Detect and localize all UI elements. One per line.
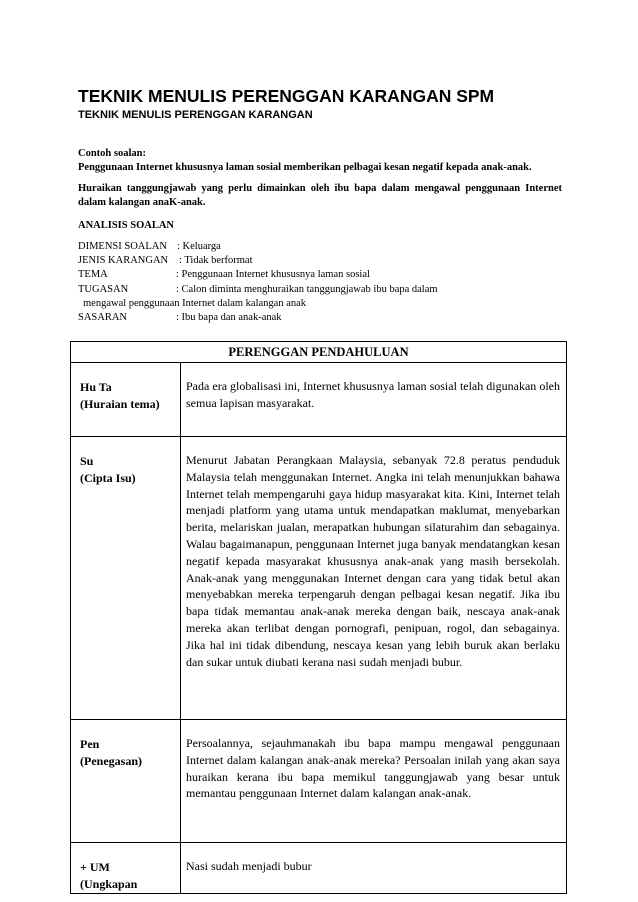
- analysis-heading: ANALISIS SOALAN: [78, 220, 174, 231]
- row-content: Menurut Jabatan Perangkaan Malaysia, sebanyak 72.8 peratus penduduk Malaysia telah menggunakan Internet. Angka ini telah menunjukkan bahawa Internet telah mempengaruhi gaya hidup masyarakat kita. Kini, Internet telah menjadi platform yang utama untuk mendapatkan maklumat, menyebarkan berita, melariskan jualan, merapatkan hubungan silaturahim dan sebagainya. Walau bagaimanapun, penggunaan Internet juga banyak mendatangkan kesan negatif kepada masyarakat khususnya anak-anak yang masih bersekolah. Anak-anak yang menggunakan Internet dengan cara yang tidak betul akan menyebabkan mereka terpengaruh dengan pelbagai kesan negatif. Jika ibu bapa tidak memantau anak-anak mereka dengan baik, nescaya anak-anak mereka akan terlibat dengan pornografi, penipuan, rogol, dan sebagainya. Jika hal ini tidak dibendung, nescaya kesan yang lebih buruk akan berlaku dan sukar untuk diubati kerana nasi sudah menjadi bubur.: [181, 437, 567, 720]
- row-label-desc: (Penegasan): [80, 753, 142, 768]
- row-label: [71, 720, 181, 843]
- analysis-key: DIMENSI SOALAN: [78, 241, 167, 252]
- table-row: [71, 363, 567, 437]
- row-content: Nasi sudah menjadi bubur: [181, 843, 567, 894]
- analysis-value: : Ibu bapa dan anak-anak: [176, 311, 282, 323]
- paragraph-table: [70, 341, 567, 894]
- table-row: [71, 720, 567, 843]
- analysis-value: : Calon diminta menghuraikan tanggungjawab ibu bapa dalam: [176, 283, 438, 295]
- table-row: [71, 843, 567, 894]
- row-label-desc: (Huraian tema): [80, 396, 160, 411]
- table-row: [71, 437, 567, 720]
- row-label: [71, 363, 181, 437]
- analysis-value: mengawal penggunaan Internet dalam kalangan anak: [83, 297, 307, 309]
- row-content: Persoalannya, sejauhmanakah ibu bapa mampu mengawal penggunaan Internet dalam kalangan anak-anak mereka? Persoalan inilah yang akan saya huraikan kerana ibu bapa memikul tanggungjawab yang besar untuk memantau penggunaan Internet dalam kalangan anak-anak.: [181, 720, 567, 843]
- row-label: [71, 437, 181, 720]
- question-text: Penggunaan Internet khususnya laman sosial memberikan pelbagai kesan negatif kepada anak-anak.: [78, 162, 532, 173]
- row-content: Pada era globalisasi ini, Internet khususnya laman sosial telah digunakan oleh semua lapisan masyarakat.: [181, 363, 567, 437]
- analysis-value: : Tidak berformat: [179, 255, 253, 267]
- row-label-code: Hu Ta: [80, 380, 112, 394]
- analysis-key: TUGASAN: [78, 283, 129, 295]
- question-label: Contoh soalan:: [78, 148, 146, 159]
- page-subtitle: TEKNIK MENULIS PERENGGAN KARANGAN: [78, 109, 313, 121]
- row-label-desc: (Cipta Isu): [80, 470, 136, 485]
- question-instruction: Huraikan tanggungjawab yang perlu dimainkan oleh ibu bapa dalam mengawal penggunaan Internet dalam kalangan anaK-anak.: [78, 183, 562, 208]
- table-heading: PERENGGAN PENDAHULUAN: [71, 342, 567, 363]
- row-label-desc: (Ungkapan: [80, 876, 138, 891]
- row-label-code: Su: [80, 454, 94, 468]
- page-title: TEKNIK MENULIS PERENGGAN KARANGAN SPM: [78, 86, 495, 106]
- analysis-key: SASARAN: [78, 311, 128, 323]
- row-label: [71, 843, 181, 894]
- row-label-code: Pen: [80, 737, 100, 751]
- analysis-value: : Keluarga: [177, 241, 221, 252]
- table-header-row: [71, 342, 567, 363]
- row-label-code: + UM: [80, 860, 110, 874]
- analysis-value: : Penggunaan Internet khususnya laman sosial: [176, 269, 370, 281]
- analysis-key: TEMA: [78, 269, 108, 281]
- analysis-key: JENIS KARANGAN: [78, 255, 169, 267]
